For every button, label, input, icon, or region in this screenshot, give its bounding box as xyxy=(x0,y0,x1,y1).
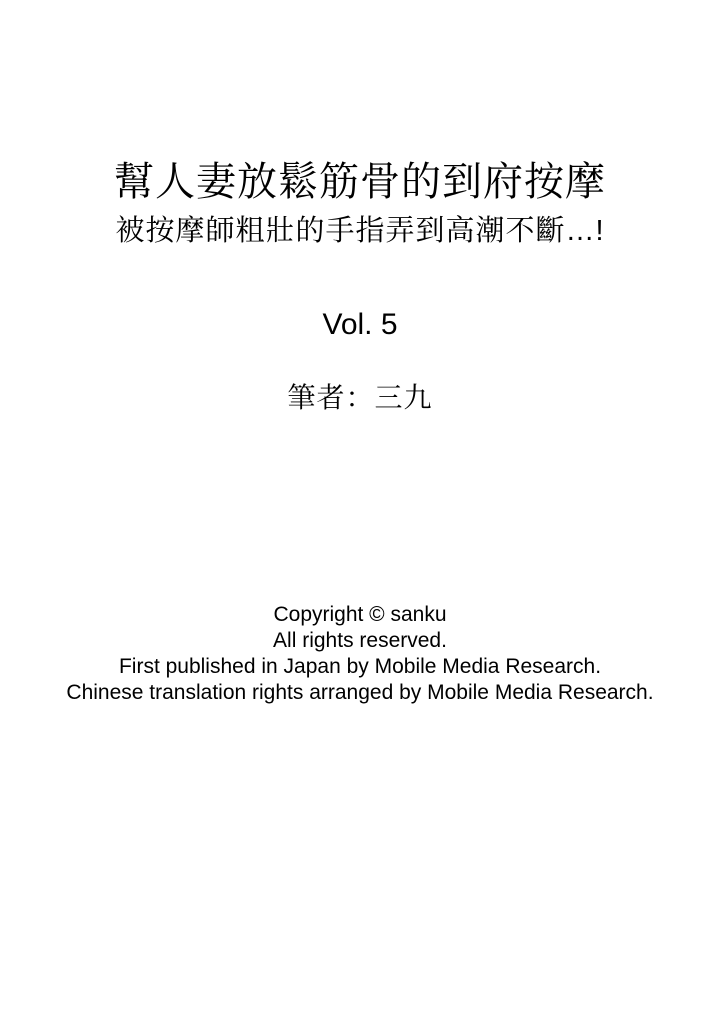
page-subtitle: 被按摩師粗壯的手指弄到高潮不斷…! xyxy=(115,215,605,247)
copyright-line-translation: Chinese translation rights arranged by Mobile Media Research. xyxy=(66,681,654,704)
copyright-line-holder: Copyright © sanku xyxy=(273,603,447,626)
copyright-line-rights: All rights reserved. xyxy=(273,629,447,652)
page-title: 幫人妻放鬆筋骨的到府按摩 xyxy=(114,160,606,204)
volume-label: Vol. 5 xyxy=(322,308,398,341)
author-line: 筆者：三九 xyxy=(287,382,433,413)
copyright-line-published: First published in Japan by Mobile Media Research. xyxy=(118,655,602,678)
copyright-block xyxy=(0,602,720,706)
